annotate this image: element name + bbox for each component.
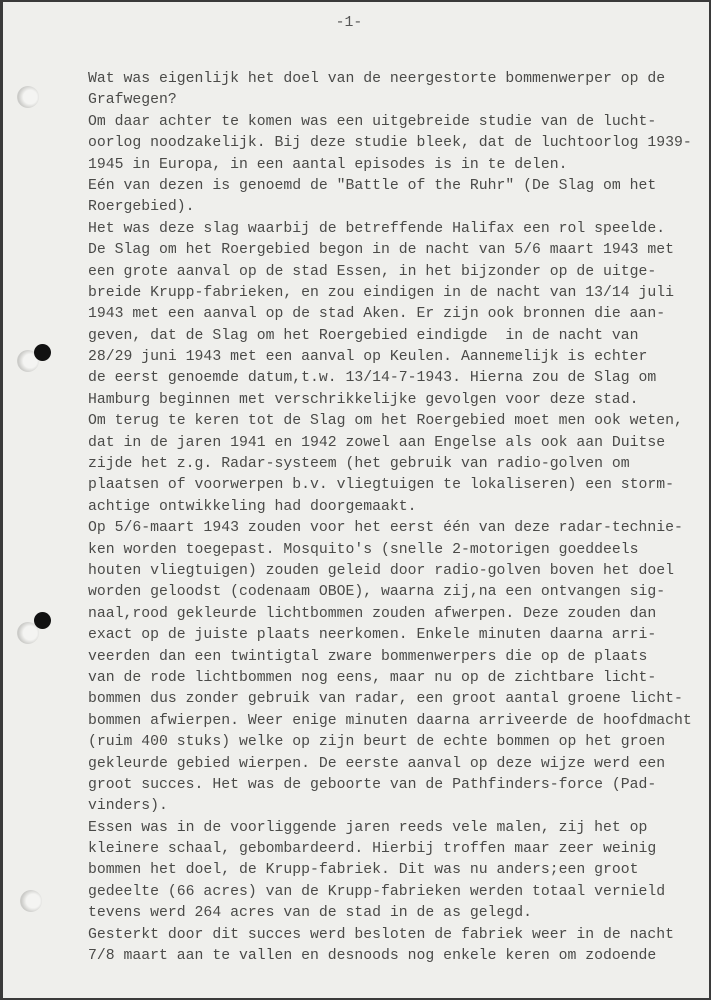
- text-line: 28/29 juni 1943 met een aanval op Keulen. Aannemelijk is echter: [88, 349, 648, 366]
- text-line: veerden dan een twintigtal zware bommenwerpers die op de plaats: [88, 648, 648, 665]
- text-line: Eén van dezen is genoemd de "Battle of the Ruhr" (De Slag om het: [88, 177, 657, 194]
- text-line: 1943 met een aanval op de stad Aken. Er zijn ook bronnen die aan-: [88, 306, 666, 323]
- text-line: 1945 in Europa, in een aantal episodes is in te delen.: [88, 156, 568, 173]
- text-line: breide Krupp-fabrieken, en zou eindigen in de nacht van 13/14 juli: [88, 284, 675, 301]
- text-line: zijde het z.g. Radar-systeem (het gebruik van radio-golven om: [88, 456, 630, 473]
- text-line: groot succes. Het was de geboorte van de Pathfinders-force (Pad-: [88, 776, 657, 793]
- text-line: gedeelte (66 acres) van de Krupp-fabrieken werden totaal vernield: [88, 883, 666, 900]
- punch-hole-dark: [34, 612, 51, 629]
- text-line: plaatsen of voorwerpen b.v. vliegtuigen te lokaliseren) een storm-: [88, 477, 675, 494]
- text-line: Op 5/6-maart 1943 zouden voor het eerst één van deze radar-technie-: [88, 520, 683, 537]
- text-line: worden geloodst (codenaam OBOE), waarna zij,na een ontvangen sig-: [88, 584, 666, 601]
- text-line: ken worden toegepast. Mosquito's (snelle 2-motorigen goeddeels: [88, 541, 639, 558]
- text-line: Het was deze slag waarbij de betreffende Halifax een rol speelde.: [88, 220, 666, 237]
- page-number-text: -1-: [335, 15, 363, 31]
- text-line: houten vliegtuigen) zouden geleid door radio-golven boven het doel: [88, 562, 675, 579]
- text-line: exact op de juiste plaats neerkomen. Enkele minuten daarna arri-: [88, 627, 657, 644]
- text-line: (ruim 400 stuks) welke op zijn beurt de echte bommen op het groen: [88, 734, 666, 751]
- text-line: Gesterkt door dit succes werd besloten de fabriek weer in de nacht: [88, 926, 675, 943]
- text-line: Om daar achter te komen was een uitgebreide studie van de lucht-: [88, 113, 657, 130]
- text-line: dat in de jaren 1941 en 1942 zowel aan Engelse als ook aan Duitse: [88, 434, 666, 451]
- text-line: geven, dat de Slag om het Roergebied eindigde in de nacht van: [88, 327, 639, 344]
- punch-hole: [20, 890, 42, 912]
- text-line: achtige ontwikkeling had doorgemaakt.: [88, 498, 417, 515]
- punch-hole-dark: [34, 344, 51, 361]
- text-line: Grafwegen?: [88, 92, 177, 109]
- text-line: van de rode lichtbommen nog eens, maar nu op de zichtbare licht-: [88, 669, 657, 686]
- text-line: 7/8 maart aan te vallen en desnoods nog enkele keren om zodoende: [88, 948, 657, 965]
- text-line: bommen het doel, de Krupp-fabriek. Dit was nu anders;een groot: [88, 862, 639, 879]
- page-number: [3, 15, 709, 31]
- text-line: gekleurde gebied wierpen. De eerste aanval op deze wijze werd een: [88, 755, 666, 772]
- text-line: oorlog noodzakelijk. Bij deze studie bleek, dat de luchtoorlog 1939-: [88, 135, 692, 152]
- text-line: Roergebied).: [88, 199, 195, 216]
- text-line: naal,rood gekleurde lichtbommen zouden afwerpen. Deze zouden dan: [88, 605, 657, 622]
- text-line: bommen dus zonder gebruik van radar, een groot aantal groene licht-: [88, 691, 683, 708]
- text-line: een grote aanval op de stad Essen, in het bijzonder op de uitge-: [88, 263, 657, 280]
- document-page: [3, 2, 709, 998]
- text-line: De Slag om het Roergebied begon in de nacht van 5/6 maart 1943 met: [88, 242, 675, 259]
- text-line: Hamburg beginnen met verschrikkelijke gevolgen voor deze stad.: [88, 391, 639, 408]
- text-line: tevens werd 264 acres van de stad in de as gelegd.: [88, 905, 532, 922]
- text-line: Wat was eigenlijk het doel van de neergestorte bommenwerper op de: [88, 71, 666, 87]
- text-line: Om terug te keren tot de Slag om het Roergebied moet men ook weten,: [88, 413, 683, 430]
- punch-hole: [17, 86, 39, 108]
- text-line: Essen was in de voorliggende jaren reeds vele malen, zij het op: [88, 819, 648, 836]
- text-line: vinders).: [88, 798, 168, 815]
- text-line: kleinere schaal, gebombardeerd. Hierbij troffen maar zeer weinig: [88, 841, 657, 858]
- text-line: bommen afwierpen. Weer enige minuten daarna arriveerde de hoofdmacht: [88, 712, 692, 729]
- text-line: de eerst genoemde datum,t.w. 13/14-7-1943. Hierna zou de Slag om: [88, 370, 657, 387]
- typewritten-body: [88, 69, 698, 967]
